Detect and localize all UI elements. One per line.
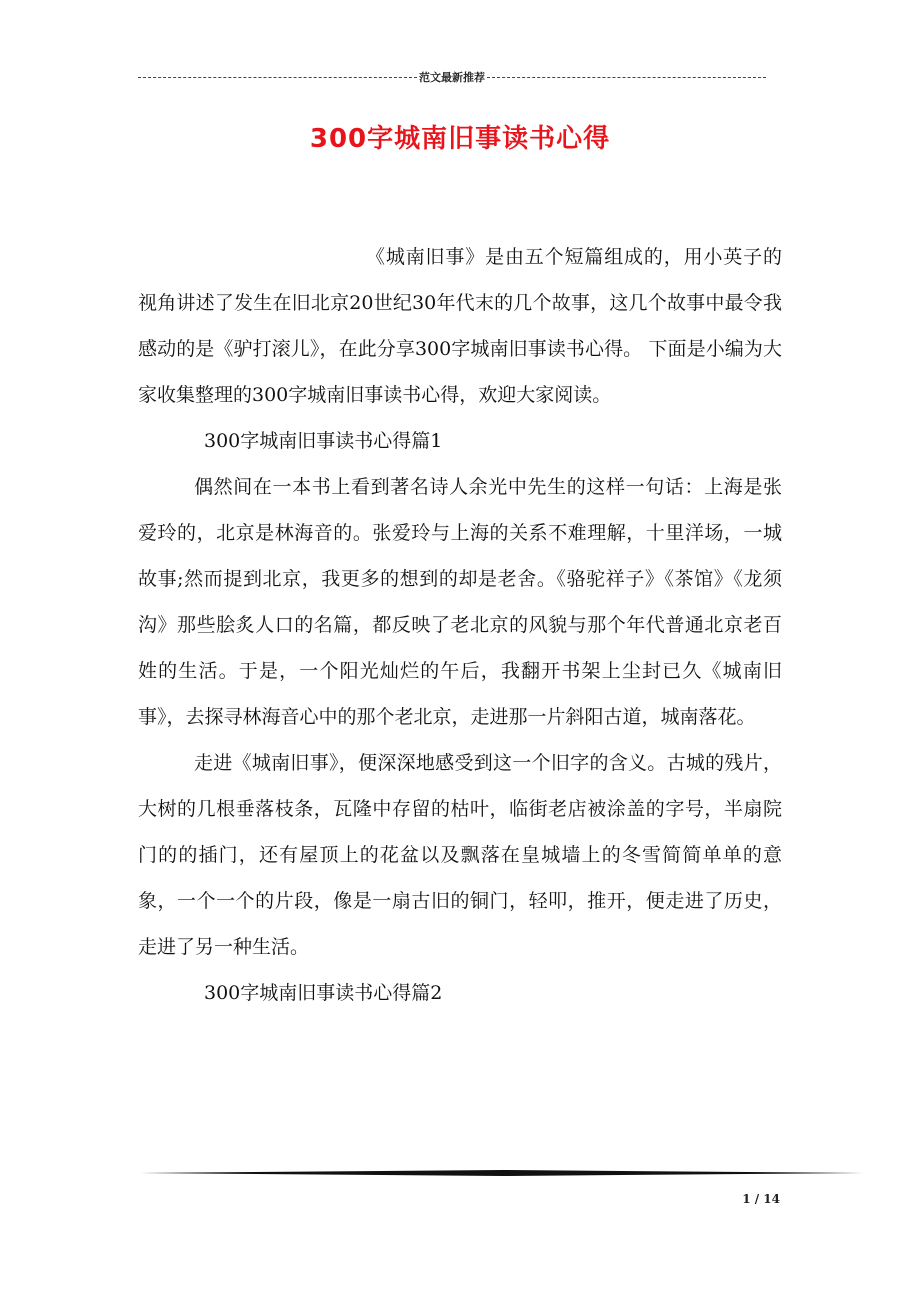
page-header [138,68,766,86]
intro-paragraph: 《城南旧事》是由五个短篇组成的，用小英子的视角讲述了发生在旧北京20世纪30年代末的几个故事，这几个故事中最令我感动的是《驴打滚儿》，在此分享300字城南旧事读书心得。 下面是小编为大家收集整理的300字城南旧事读书心得，欢迎大家阅读。 [138,246,782,406]
body-paragraph-1: 偶然间在一本书上看到著名诗人余光中先生的这样一句话：上海是张爱玲的，北京是林海音的。张爱玲与上海的关系不难理解，十里洋场，一城故事;然而提到北京，我更多的想到的却是老舍。《骆驼祥子》《茶馆》《龙须沟》那些脍炙人口的名篇，都反映了老北京的风貌与那个年代普通北京老百姓的生活。于是，一个阳光灿烂的午后，我翻开书架上尘封已久《城南旧事》，去探寻林海音心中的那个老北京，走进那一片斜阳古道，城南落花。 [138,476,782,728]
footer-rule [140,1170,864,1176]
header-dash-right [487,77,766,78]
document-title: 300字城南旧事读书心得 [309,124,611,154]
section-heading-2: 300字城南旧事读书心得篇2 [204,982,443,1004]
body-paragraph-2: 走进《城南旧事》，便深深地感受到这一个旧字的含义。古城的残片，大树的几根垂落枝条，瓦隆中存留的枯叶，临街老店被涂盖的字号，半扇院门的的插门，还有屋顶上的花盆以及飘落在皇城墙上的冬雪简简单单的意象，一个一个的片段，像是一扇古旧的铜门，轻叩，推开，便走进了历史，走进了另一种生活。 [138,752,782,958]
header-label: 范文最新推荐 [419,71,485,84]
section-heading-1: 300字城南旧事读书心得篇1 [204,430,443,452]
page-number: 1 / 14 [742,1192,780,1206]
header-dash-left [138,77,417,78]
document-body [138,234,782,1016]
